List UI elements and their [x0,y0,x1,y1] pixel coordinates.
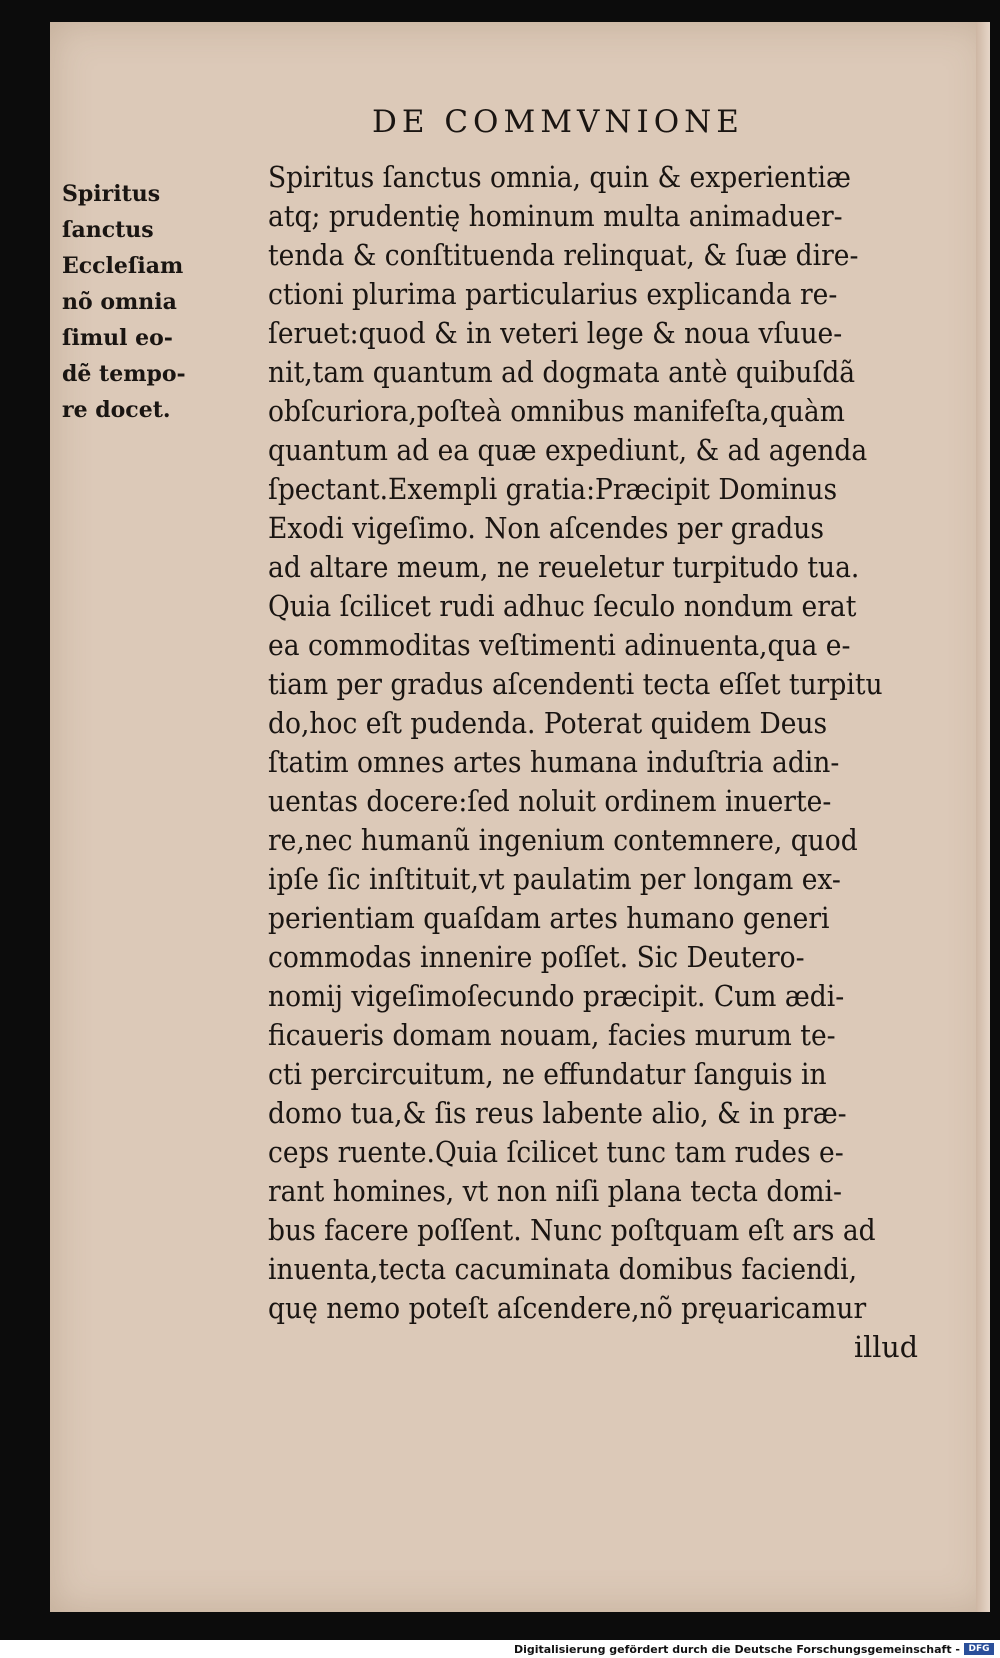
text-line: ſpectant.Exempli gratia:Præcipit Dominus [268,473,838,506]
text-line: domo tua,& ſis reus labente alio, & in præ- [268,1097,847,1130]
marginal-note-line: ſanctus [62,217,154,243]
text-line: nit,tam quantum ad dogmata antè quibuſdã [268,356,856,389]
text-line: ea commoditas veſtimenti adinuenta,qua e- [268,629,851,662]
text-line: rant homines, vt non niſi plana tecta domi- [268,1175,843,1208]
text-line: nomij vigeſimoſecundo præcipit. Cum ædi- [268,980,845,1013]
marginal-note-line: dẽ tempo- [62,361,186,387]
text-line: Exodi vigeſimo. Non aſcendes per gradus [268,512,824,545]
text-line: ficaueris domam nouam, facies murum te- [268,1019,836,1052]
running-head: DE COMMVNIONE [372,104,744,140]
footer-credit: Digitalisierung gefördert durch die Deutsche Forschungsgemeinschaft - [513,1643,960,1656]
text-line: perientiam quaſdam artes humano generi [268,902,830,935]
marginal-note-line: Spiritus [62,181,161,207]
marginal-note-line: ſimul eo- [62,325,173,351]
text-line: ipſe ſic inſtituit,vt paulatim per longam ex- [268,863,841,896]
text-line: commodas innenire poſſet. Sic Deutero- [268,941,805,974]
text-line: tiam per gradus aſcendenti tecta eſſet turpitu [268,668,883,701]
text-line: do,hoc eſt pudenda. Poterat quidem Deus [268,707,828,740]
marginal-note [62,176,262,428]
text-line: ceps ruente.Quia ſcilicet tunc tam rudes e- [268,1136,844,1169]
text-line: uentas docere:ſed noluit ordinem inuerte- [268,785,832,818]
text-line: Spiritus ſanctus omnia, quin & experientiæ [268,161,851,194]
text-line: Quia ſcilicet rudi adhuc ſeculo nondum erat [268,590,857,623]
dfg-logo: DFG [964,1643,994,1655]
text-line: ſtatim omnes artes humana induſtria adin- [268,746,840,779]
text-line: re,nec humanũ ingenium contemnere, quod [268,824,858,857]
page-edge [976,22,990,1612]
text-line: ctioni plurima particularius explicanda re- [268,278,838,311]
text-line: inuenta,tecta cacuminata domibus faciendi, [268,1253,858,1286]
text-line: quę nemo poteſt aſcendere,nõ pręuaricamur [268,1292,867,1325]
text-line: cti percircuitum, ne effundatur ſanguis in [268,1058,827,1091]
text-line: atq; prudentię hominum multa animaduer- [268,200,843,233]
text-line: quantum ad ea quæ expediunt, & ad agenda [268,434,868,467]
text-line: ad altare meum, ne reueletur turpitudo tua. [268,551,860,584]
marginal-note-line: Eccleſiam [62,253,184,279]
body-text [268,158,968,1367]
text-line: tenda & conſtituenda relinquat, & ſuæ dire- [268,239,859,272]
catchword: illud [854,1331,918,1364]
marginal-note-line: nõ omnia [62,289,177,315]
text-line: obſcuriora,poſteà omnibus manifeſta,quàm [268,395,845,428]
marginal-note-line: re docet. [62,397,171,423]
text-line: bus facere poſſent. Nunc poſtquam eſt ars ad [268,1214,876,1247]
text-line: ſeruet:quod & in veteri lege & noua vſuue- [268,317,843,350]
